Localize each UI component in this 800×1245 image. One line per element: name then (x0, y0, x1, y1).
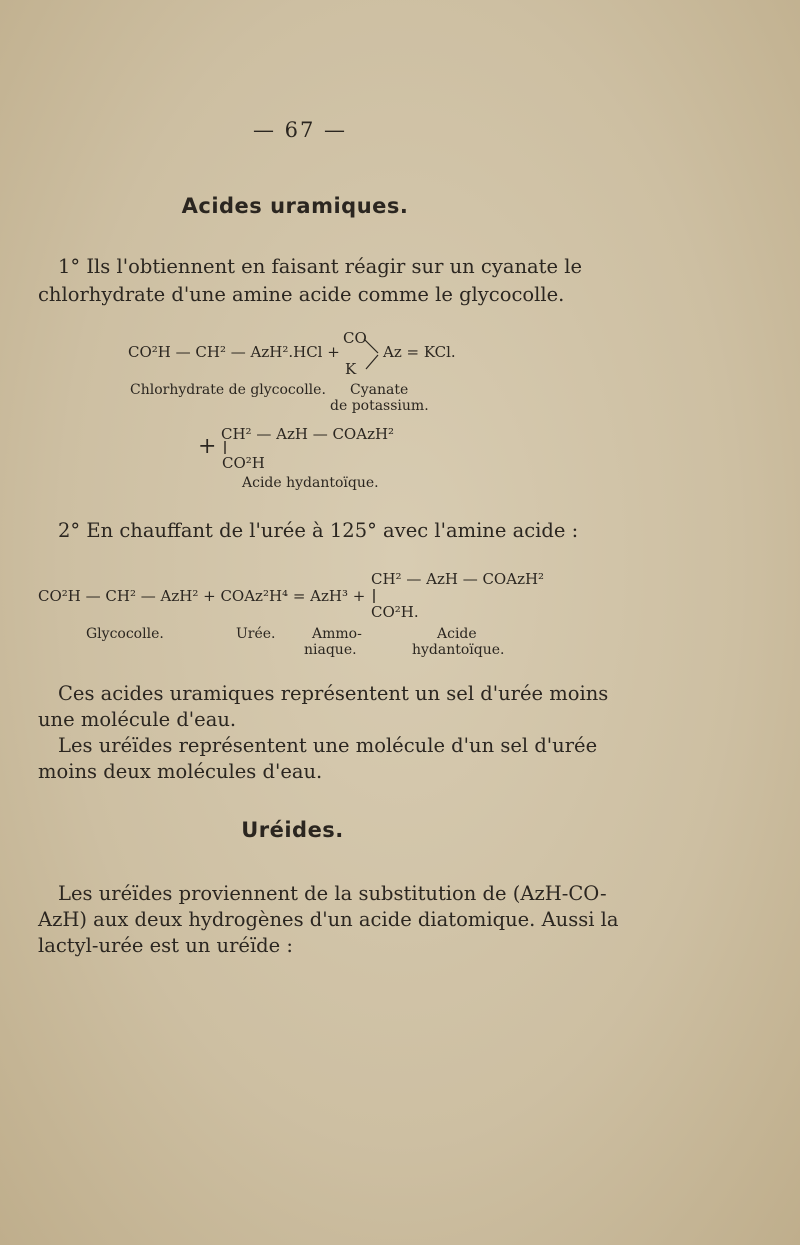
paragraph-4-line-3: lactyl-urée est un uréïde : (38, 934, 293, 957)
equation-2-bottom-right: CO²H. (371, 603, 419, 621)
equation-1-co: CO (343, 329, 367, 347)
equation-1-label-potassium: de potassium. (330, 398, 429, 414)
equation-2-label-ammo: Ammo- (312, 626, 362, 642)
product-1-label: Acide hydantoïque. (242, 475, 379, 491)
paragraph-4-line-1: Les uréïdes proviennent de la substitution de (AzH-CO- (58, 882, 607, 905)
equation-2-top-right: CH² — AzH — COAzH² (371, 570, 545, 588)
paragraph-3-line-3: Les uréïdes représentent une molécule d'un sel d'urée (58, 734, 598, 757)
product-1-line-1: CH² — AzH — COAzH² (221, 425, 395, 443)
paragraph-2: 2° En chauffant de l'urée à 125° avec l'amine acide : (58, 519, 579, 542)
equation-1-label-cyanate: Cyanate (350, 382, 409, 398)
equation-2-label-acide: Acide (437, 626, 477, 642)
equation-2-bond-line (371, 588, 377, 604)
paragraph-1-line-2: chlorhydrate d'une amine acide comme le glycocolle. (38, 283, 565, 306)
equation-2-label-uree: Urée. (236, 626, 276, 642)
equation-1-label-glycocolle: Chlorhydrate de glycocolle. (130, 382, 326, 398)
equation-1-rhs: Az = KCl. (383, 343, 456, 361)
equation-2-main: CO²H — CH² — AzH² + COAz²H⁴ = AzH³ + (38, 587, 366, 605)
paragraph-3-line-1: Ces acides uramiques représentent un sel d'urée moins (58, 682, 609, 705)
section-heading-ureides: Uréides. (241, 818, 344, 842)
paragraph-1-line-1: 1° Ils l'obtiennent en faisant réagir sur un cyanate le (58, 255, 583, 278)
product-1-plus: + (198, 434, 217, 459)
equation-2-label-hydantoique: hydantoïque. (412, 642, 505, 658)
section-heading-acides-uramiques: Acides uramiques. (181, 194, 409, 218)
product-1-line-2: CO²H (222, 454, 265, 472)
equation-2-label-niaque: niaque. (304, 642, 357, 658)
equation-1-lhs: CO²H — CH² — AzH².HCl + (128, 343, 340, 361)
paragraph-3-line-2: une molécule d'eau. (38, 708, 237, 731)
equation-1-bond-lines (360, 335, 384, 375)
product-1-bond-line (222, 441, 228, 455)
paragraph-4-line-2: AzH) aux deux hydrogènes d'un acide diatomique. Aussi la (38, 908, 619, 931)
paragraph-3-line-4: moins deux molécules d'eau. (38, 760, 323, 783)
equation-2-label-glycocolle: Glycocolle. (86, 626, 164, 642)
page-number: — 67 — (252, 118, 348, 142)
equation-1-k: K (345, 360, 357, 378)
